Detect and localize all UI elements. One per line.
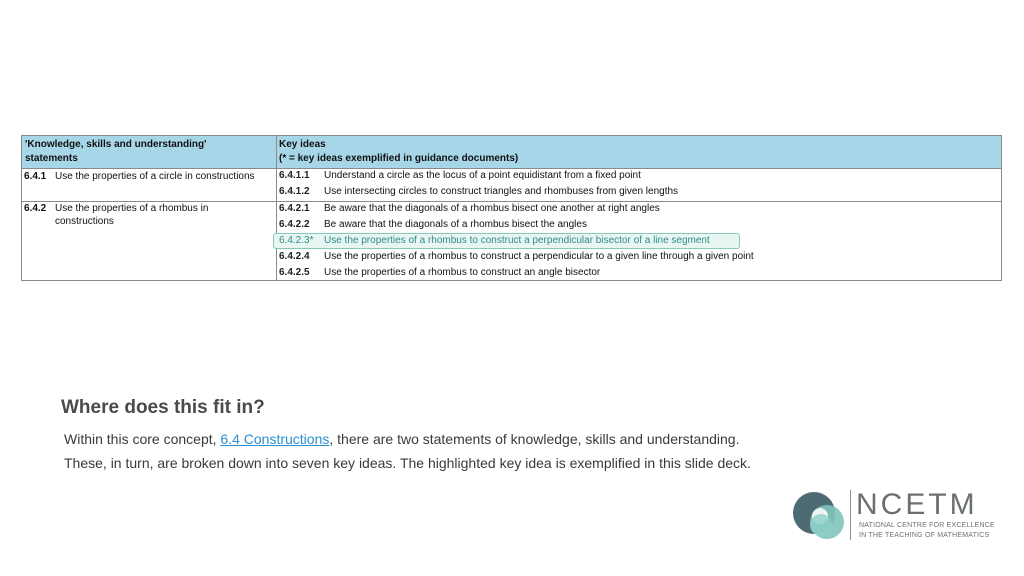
header-key-ideas-line1: Key ideas xyxy=(279,139,326,150)
header-statements xyxy=(25,138,206,166)
logo-circles-icon xyxy=(792,488,848,544)
key-idea-text: Use intersecting circles to construct triangles and rhombuses from given lengths xyxy=(324,186,679,197)
key-idea-code: 6.4.2.3* xyxy=(279,235,314,246)
key-idea-text: Use the properties of a rhombus to construct a perpendicular bisector of a line segment xyxy=(324,235,710,246)
header-statements-line1: 'Knowledge, skills and understanding' xyxy=(25,139,207,150)
statement-code: 6.4.2 xyxy=(24,203,47,214)
key-idea-code: 6.4.1.2 xyxy=(279,186,310,197)
column-divider xyxy=(276,136,277,280)
constructions-link[interactable]: 6.4 Constructions xyxy=(220,431,330,447)
section-heading: Where does this fit in? xyxy=(61,397,265,418)
statement-code: 6.4.1 xyxy=(24,171,47,182)
logo-wordmark: NCETM xyxy=(856,488,978,521)
key-idea-code: 6.4.1.1 xyxy=(279,170,310,181)
logo-subtitle-1: NATIONAL CENTRE FOR EXCELLENCE xyxy=(859,522,995,529)
logo-subtitle-2: IN THE TEACHING OF MATHEMATICS xyxy=(859,532,990,539)
header-statements-line2: statements xyxy=(25,153,78,164)
key-idea-code: 6.4.2.5 xyxy=(279,267,310,278)
key-idea-code: 6.4.2.1 xyxy=(279,203,310,214)
key-idea-code: 6.4.2.2 xyxy=(279,219,310,230)
table-header xyxy=(22,136,1001,169)
ncetm-logo xyxy=(792,488,995,544)
key-idea-text: Use the properties of a rhombus to construct a perpendicular to a given line through a given point xyxy=(324,251,754,262)
statement-text: Use the properties of a rhombus in xyxy=(55,203,209,214)
paragraph-1-start: Within this core concept, xyxy=(64,431,221,447)
paragraph-1-end: , there are two statements of knowledge, skills and understanding. xyxy=(329,431,740,447)
paragraph-1 xyxy=(64,431,739,447)
row-divider xyxy=(22,201,1001,202)
statement-text-line2: constructions xyxy=(55,216,114,227)
statement-text: Use the properties of a circle in constructions xyxy=(55,171,255,182)
key-idea-text: Understand a circle as the locus of a point equidistant from a fixed point xyxy=(324,170,641,181)
logo-divider xyxy=(850,490,851,540)
key-ideas-table xyxy=(21,135,1002,281)
paragraph-2: These, in turn, are broken down into seven key ideas. The highlighted key idea is exemplified in this slide deck. xyxy=(64,455,751,471)
header-key-ideas-line2: (* = key ideas exemplified in guidance documents) xyxy=(279,153,519,164)
key-idea-code: 6.4.2.4 xyxy=(279,251,310,262)
header-key-ideas xyxy=(279,138,518,166)
key-idea-text: Be aware that the diagonals of a rhombus bisect the angles xyxy=(324,219,587,230)
key-idea-text: Be aware that the diagonals of a rhombus bisect one another at right angles xyxy=(324,203,660,214)
key-idea-text: Use the properties of a rhombus to construct an angle bisector xyxy=(324,267,601,278)
